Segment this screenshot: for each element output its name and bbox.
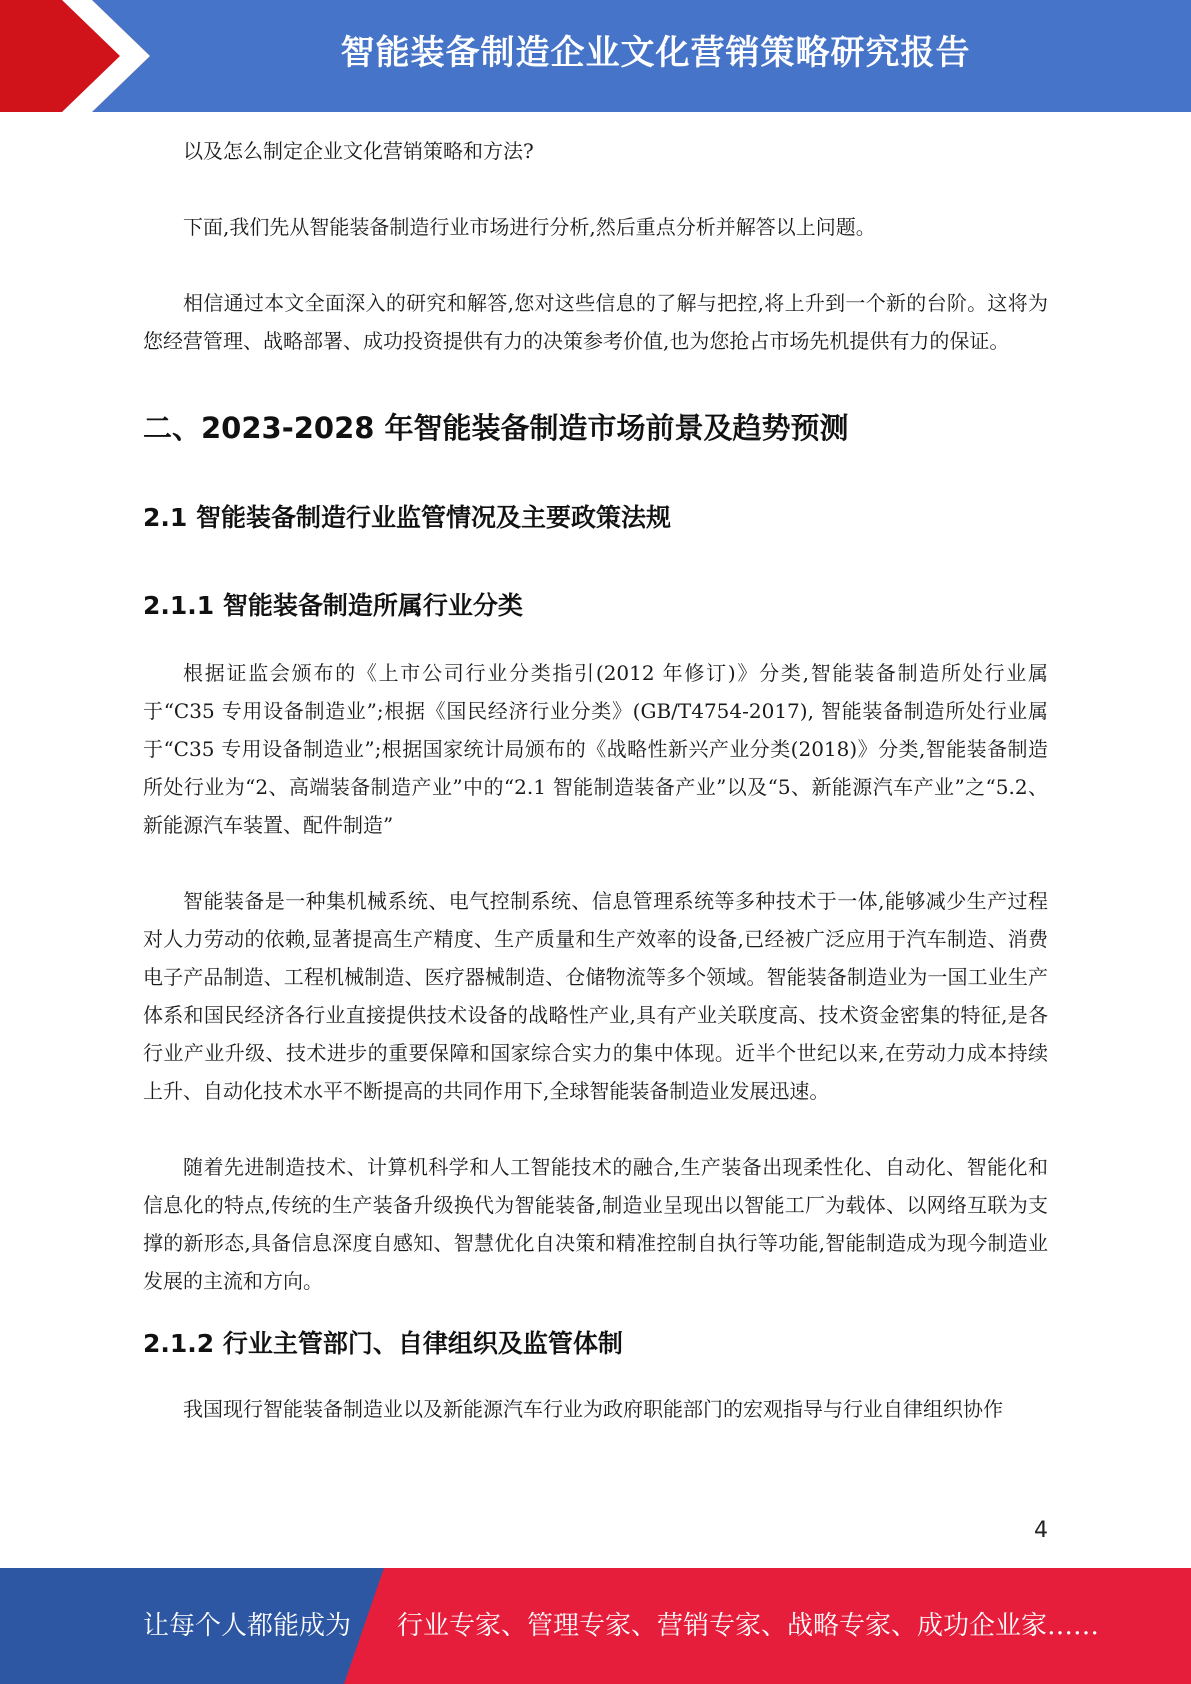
paragraph: 根据证监会颁布的《上市公司行业分类指引(2012 年修订)》分类,智能装备制造所处行业属于“C35 专用设备制造业”;根据《国民经济行业分类》(GB/T4754-2017), 智能装备制造所处行业属于“C35 专用设备制造业”;根据国家统计局颁布的《战略性新兴产业分类(2018)》分类,智能装备制造所处行业为“2、高端装备制造产业”中的“2.1 智能制造装备产业”以及“5、新能源汽车产业”之“5.2、新能源汽车装置、配件制造”: [143, 661, 1048, 837]
subsubsection-heading: 2.1.2 行业主管部门、自律组织及监管体制: [143, 1329, 623, 1358]
document-body: [143, 132, 1048, 1428]
page-header: [0, 0, 1191, 112]
footer-slogan-right: 行业专家、管理专家、营销专家、战略专家、成功企业家……: [397, 1611, 1100, 1641]
report-title: 智能装备制造企业文化营销策略研究报告: [340, 33, 971, 73]
section-heading: 二、2023-2028 年智能装备制造市场前景及趋势预测: [143, 411, 849, 445]
paragraph: 我国现行智能装备制造业以及新能源汽车行业为政府职能部门的宏观指导与行业自律组织协作: [183, 1397, 1003, 1421]
footer-slogan-left: 让每个人都能成为: [143, 1611, 352, 1641]
page-footer: [0, 1568, 1191, 1684]
page-number: 4: [1034, 1518, 1048, 1543]
subsection-heading: 2.1 智能装备制造行业监管情况及主要政策法规: [143, 503, 671, 532]
subsubsection-heading: 2.1.1 智能装备制造所属行业分类: [143, 591, 523, 620]
paragraph: 相信通过本文全面深入的研究和解答,您对这些信息的了解与把控,将上升到一个新的台阶。这将为您经营管理、战略部署、成功投资提供有力的决策参考价值,也为您抢占市场先机提供有力的保证。: [143, 291, 1048, 353]
paragraph: 以及怎么制定企业文化营销策略和方法?: [183, 139, 534, 163]
paragraph: 随着先进制造技术、计算机科学和人工智能技术的融合,生产装备出现柔性化、自动化、智能化和信息化的特点,传统的生产装备升级换代为智能装备,制造业呈现出以智能工厂为载体、以网络互联为支撑的新形态,具备信息深度自感知、智慧优化自决策和精准控制自执行等功能,智能制造成为现今制造业发展的主流和方向。: [143, 1155, 1048, 1293]
paragraph: 下面,我们先从智能装备制造行业市场进行分析,然后重点分析并解答以上问题。: [183, 215, 876, 239]
paragraph: 智能装备是一种集机械系统、电气控制系统、信息管理系统等多种技术于一体,能够减少生产过程对人力劳动的依赖,显著提高生产精度、生产质量和生产效率的设备,已经被广泛应用于汽车制造、消费电子产品制造、工程机械制造、医疗器械制造、仓储物流等多个领域。智能装备制造业为一国工业生产体系和国民经济各行业直接提供技术设备的战略性产业,具有产业关联度高、技术资金密集的特征,是各行业产业升级、技术进步的重要保障和国家综合实力的集中体现。近半个世纪以来,在劳动力成本持续上升、自动化技术水平不断提高的共同作用下,全球智能装备制造业发展迅速。: [143, 889, 1048, 1103]
